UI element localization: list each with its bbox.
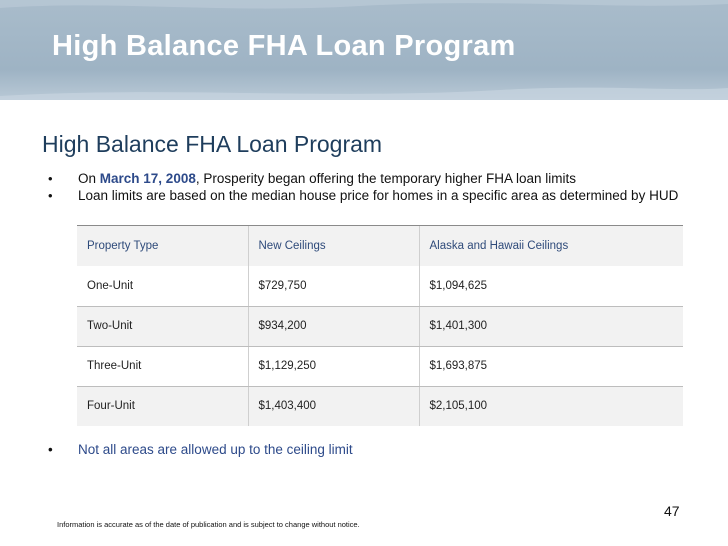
table-row (77, 346, 683, 386)
bullet-dot-icon: • (48, 188, 53, 203)
slide-title: High Balance FHA Loan Program (52, 30, 516, 62)
bullet-dot-icon: • (48, 442, 53, 457)
bullet-text: Loan limits are based on the median house price for homes in a specific area as determined by HUD (78, 188, 679, 203)
column-header: Property Type (77, 226, 248, 266)
table-cell: $729,750 (248, 266, 419, 306)
table-cell: $1,403,400 (248, 386, 419, 426)
bullet-item (42, 188, 682, 203)
table-cell: $1,693,875 (419, 346, 683, 386)
column-header: New Ceilings (248, 226, 419, 266)
section-subtitle: High Balance FHA Loan Program (42, 131, 383, 157)
column-header: Alaska and Hawaii Ceilings (419, 226, 683, 266)
table-cell: $1,401,300 (419, 306, 683, 346)
table-row (77, 266, 683, 306)
table-cell: Three-Unit (77, 346, 248, 386)
bullet-text: , Prosperity began offering the temporary higher FHA loan limits (195, 171, 577, 186)
page-number: 47 (664, 503, 680, 519)
table-cell: $1,094,625 (419, 266, 683, 306)
header-band (0, 0, 728, 100)
table-row (77, 306, 683, 346)
table-cell: $934,200 (248, 306, 419, 346)
table-cell: Four-Unit (77, 386, 248, 426)
table-cell: $2,105,100 (419, 386, 683, 426)
table-header-row (77, 226, 683, 266)
bullet-text: Not all areas are allowed up to the ceiling limit (78, 442, 353, 457)
loan-limits-table (77, 225, 683, 425)
table-cell: One-Unit (77, 266, 248, 306)
bullet-item (42, 171, 682, 186)
disclaimer-footnote: Information is accurate as of the date of publication and is subject to change without notice. (57, 520, 360, 529)
table-row (77, 386, 683, 426)
ceiling-note-bullet (42, 442, 682, 457)
bullet-list (42, 171, 682, 203)
bullet-dot-icon: • (48, 171, 53, 186)
table-cell: $1,129,250 (248, 346, 419, 386)
bullet-date: March 17, 2008 (99, 171, 196, 186)
table-cell: Two-Unit (77, 306, 248, 346)
bullet-prefix: On (78, 171, 97, 186)
